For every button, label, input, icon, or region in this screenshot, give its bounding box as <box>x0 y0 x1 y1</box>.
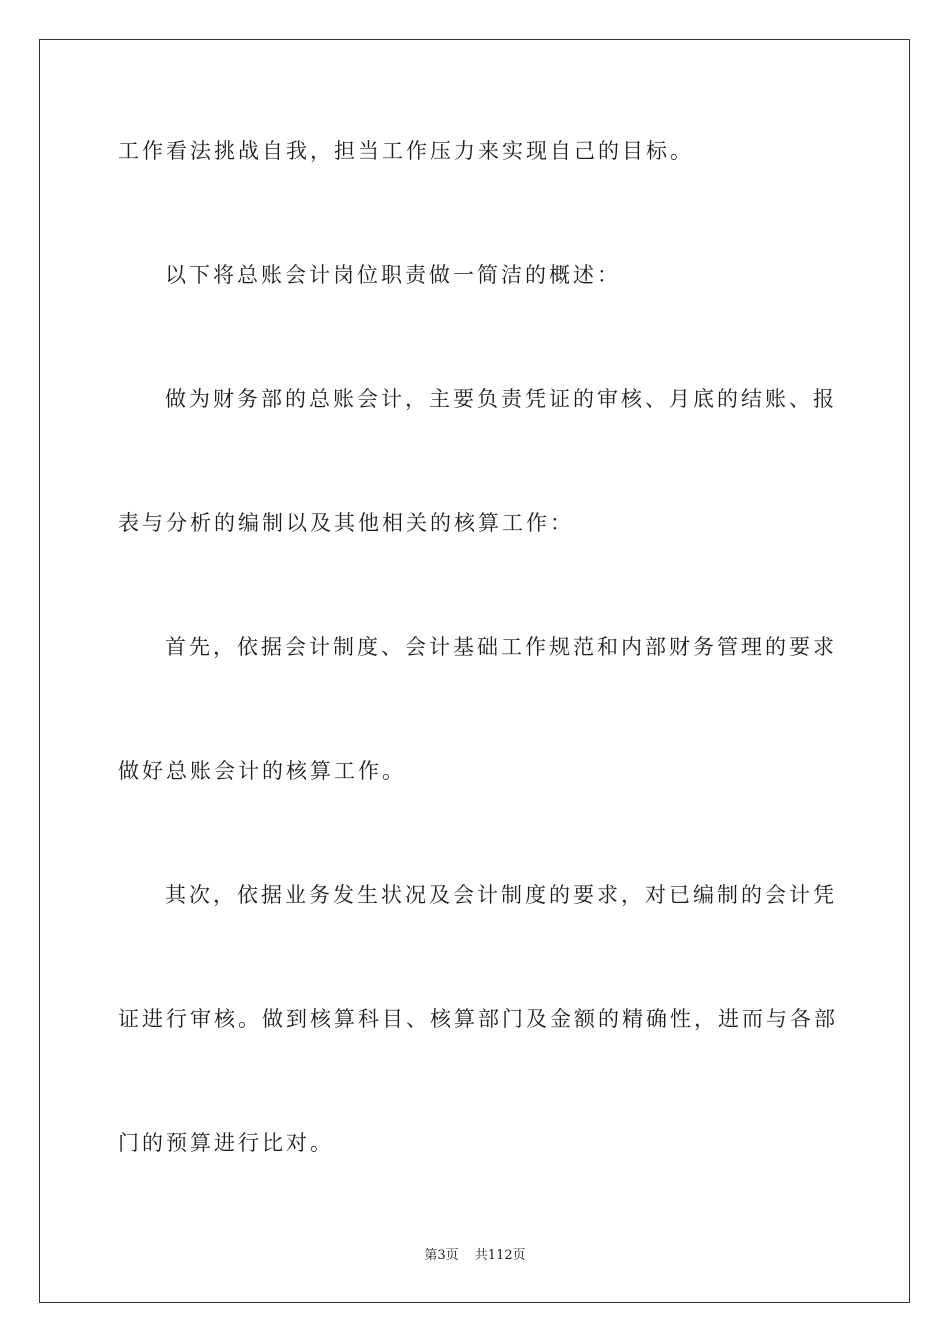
text-line-5: 首先，依据会计制度、会计基础工作规范和内部财务管理的要求 <box>165 635 837 659</box>
page-border <box>39 39 910 1303</box>
text-line-6: 做好总账会计的核算工作。 <box>118 759 406 783</box>
page-total: 共112页 <box>474 1248 526 1263</box>
page-number: 第3页 <box>424 1248 459 1263</box>
text-line-7: 其次，依据业务发生状况及会计制度的要求，对已编制的会计凭 <box>165 883 837 907</box>
text-line-1: 工作看法挑战自我，担当工作压力来实现自己的目标。 <box>118 139 694 163</box>
text-line-9: 门的预算进行比对。 <box>118 1131 334 1155</box>
text-line-3: 做为财务部的总账会计，主要负责凭证的审核、月底的结账、报 <box>165 387 837 411</box>
text-line-2: 以下将总账会计岗位职责做一简洁的概述： <box>165 263 621 287</box>
text-line-8: 证进行审核。做到核算科目、核算部门及金额的精确性，进而与各部 <box>118 1007 838 1031</box>
text-line-4: 表与分析的编制以及其他相关的核算工作： <box>118 511 574 535</box>
page-footer <box>0 1247 950 1265</box>
